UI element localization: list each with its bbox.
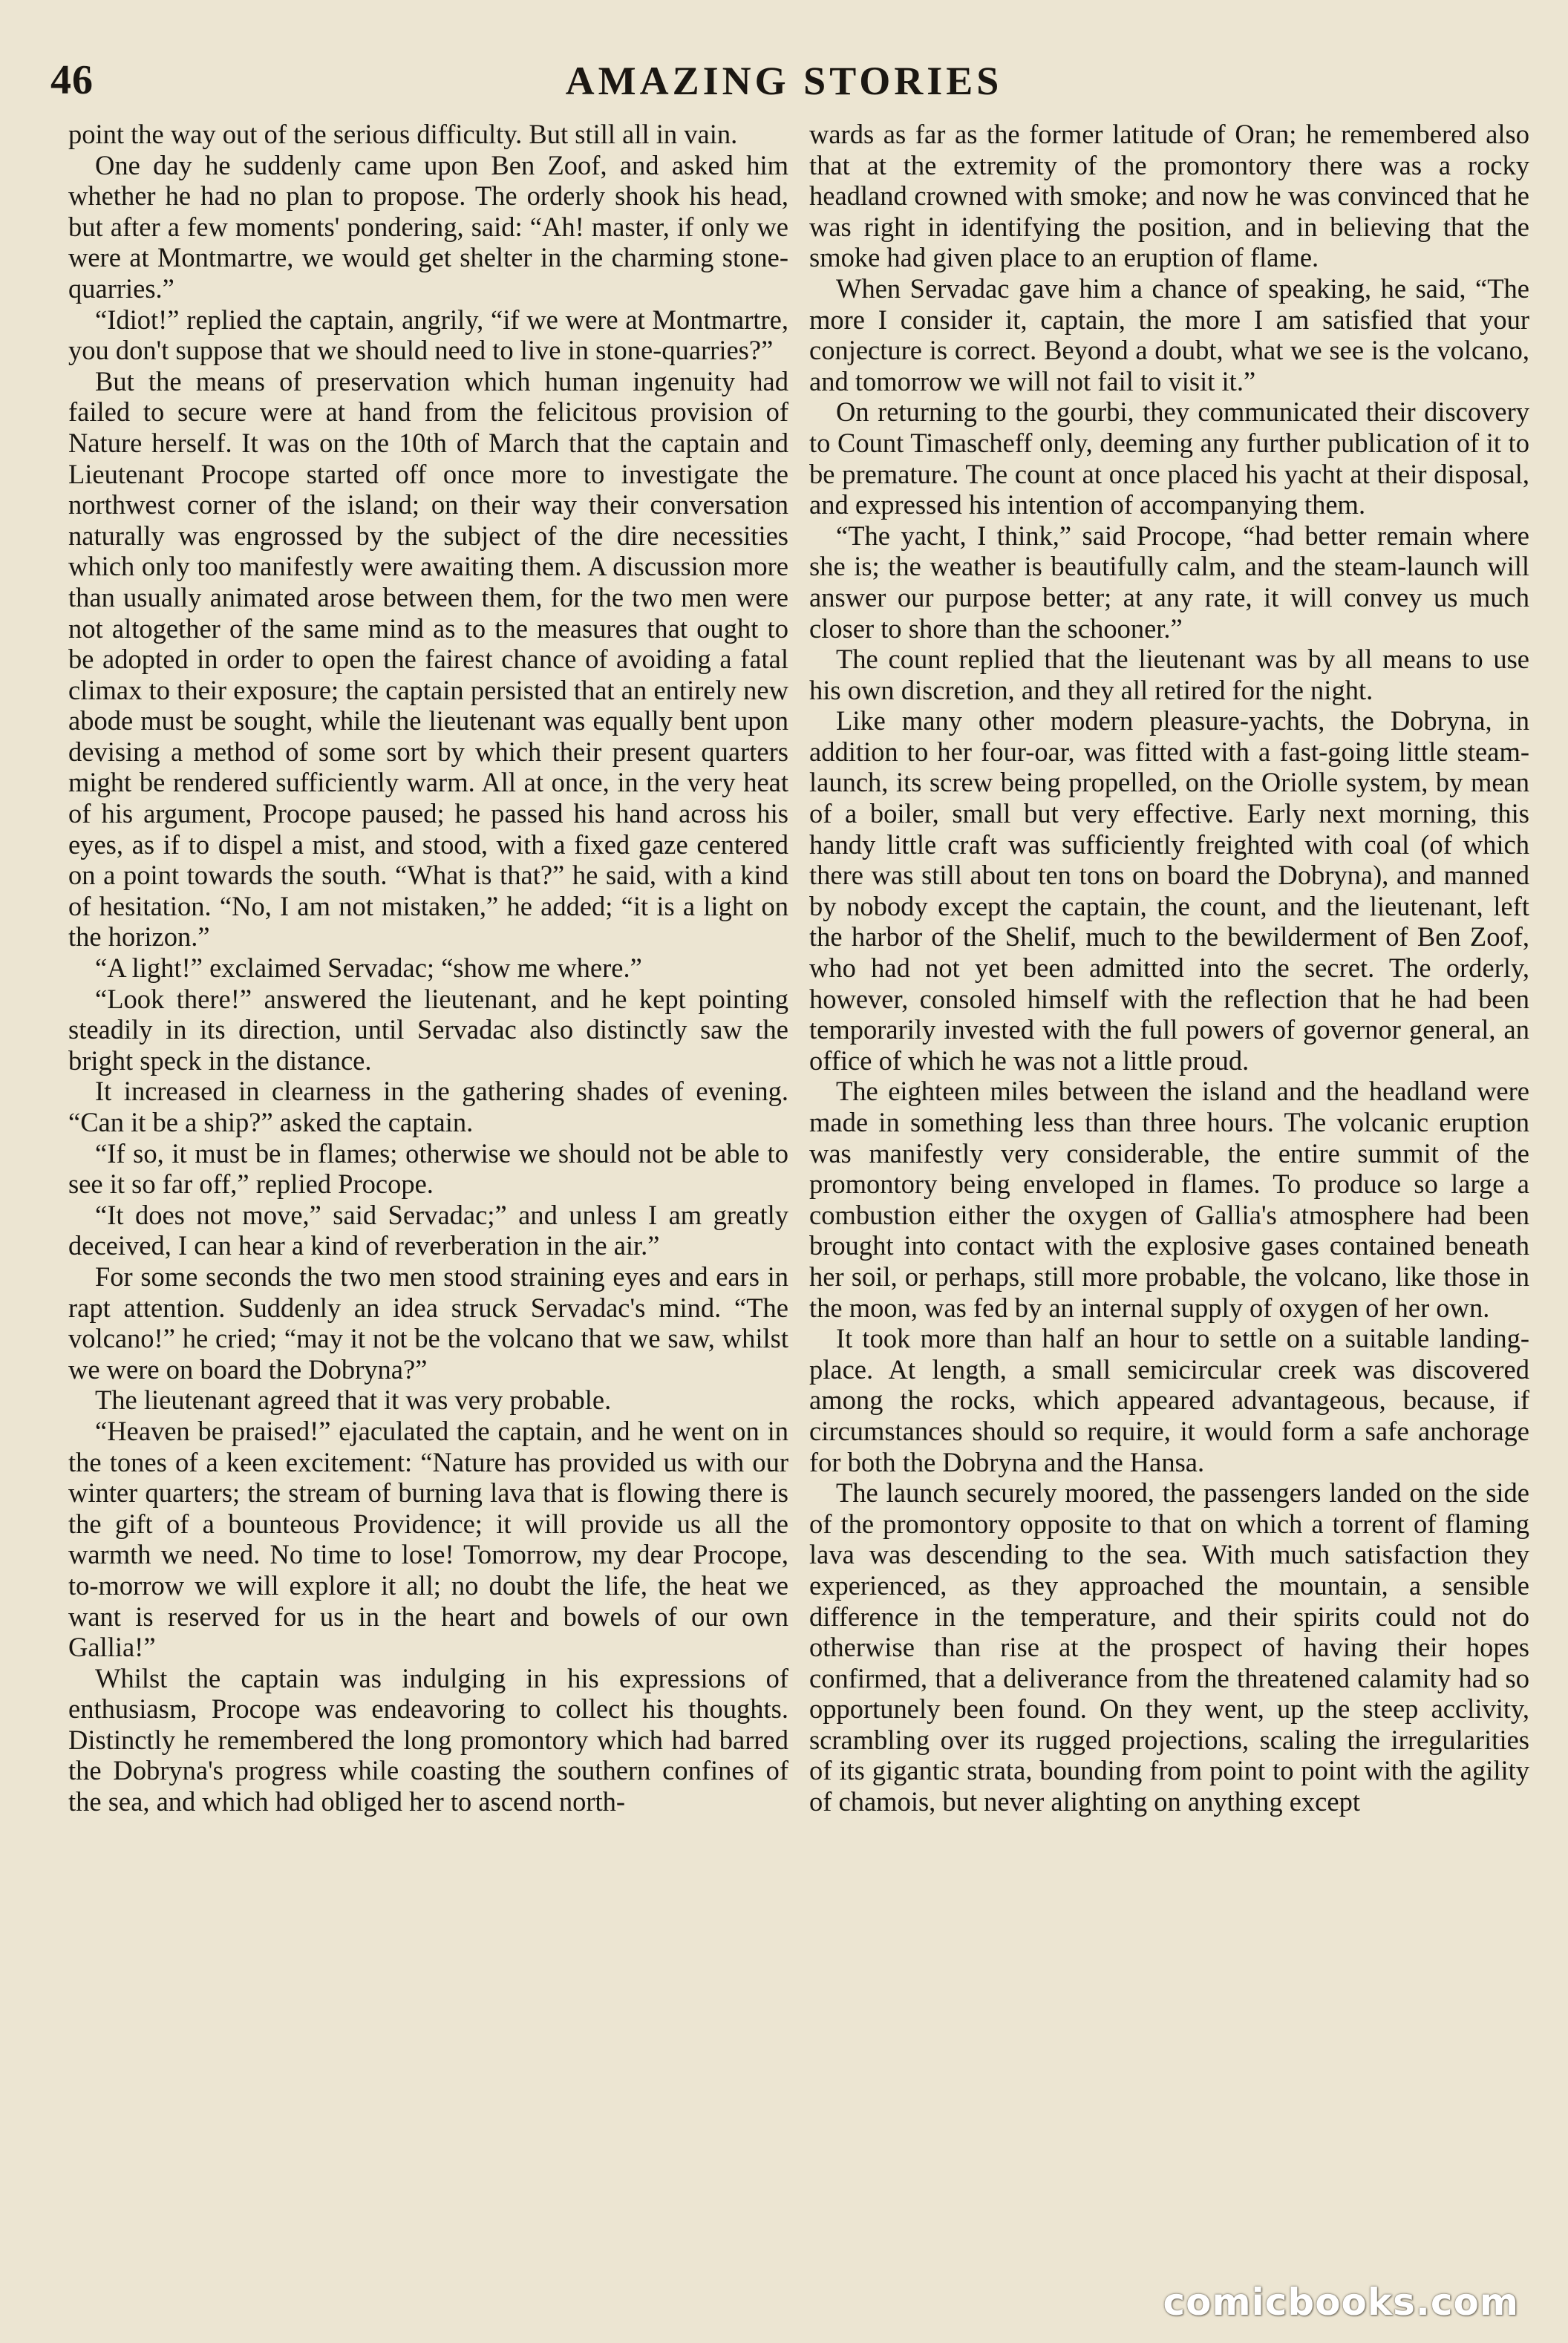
paragraph: wards as far as the former latitude of Oran; he remembered also that at the extremity of the promontory there was a rocky headland crowned with smoke; and now he was convinced that he was right in identifying the position, and in believing that the smoke had given place to an eruption of flame. <box>809 119 1529 273</box>
paragraph: “If so, it must be in flames; otherwise we should not be able to see it so far off,” replied Procope. <box>68 1137 788 1200</box>
paragraph: “It does not move,” said Servadac;” and unless I am greatly deceived, I can hear a kind of reverberation in the air.” <box>68 1199 788 1261</box>
page-number: 46 <box>50 57 94 103</box>
paragraph: “Look there!” answered the lieutenant, and he kept pointing steadily in its direction, until Servadac also distinctly saw the bright speck in the distance. <box>68 983 788 1076</box>
watermark: comicbooks.com <box>1163 2281 1519 2324</box>
paragraph: Like many other modern pleasure-yachts, the Dobryna, in addition to her four-oar, was fitted with a fast-going little steam-launch, its screw being propelled, on the Oriolle system, by mean of a boiler, small but very effective. Early next morning, this handy little craft was sufficiently freighted with coal (of which there was still about ten tons on board the Dobryna), and manned by nobody except the captain, the count, and the lieutenant, left the harbor of the Shelif, much to the bewilderment of Ben Zoof, who had not yet been admitted into the secret. The orderly, however, consoled himself with the reflection that he had been temporarily invested with the full powers of governor general, an office of which he was not a little proud. <box>809 705 1529 1076</box>
paragraph: It increased in clearness in the gathering shades of evening. “Can it be a ship?” asked the captain. <box>68 1076 788 1137</box>
running-head-title: AMAZING STORIES <box>565 59 1003 103</box>
paragraph: The launch securely moored, the passengers landed on the side of the promontory opposite to that on which a torrent of flaming lava was descending to the sea. With much satisfaction they experienced, as they approached the mountain, a sensible difference in the temperature, and their spirits could not do otherwise than rise at the prospect of having their hopes confirmed, that a deliverance from the threatened calamity had so opportunely been found. On they went, up the steep acclivity, scrambling over its rugged projections, scaling the irregularities of its gigantic strata, bounding from point to point with the agility of chamois, but never alighting on anything except <box>809 1477 1529 1817</box>
paragraph: The count replied that the lieutenant was by all means to use his own discretion, and they all retired for the night. <box>809 644 1529 705</box>
paragraph: “The yacht, I think,” said Procope, “had better remain where she is; the weather is beautifully calm, and the steam-launch will answer our purpose better; at any rate, it will convey us much closer to shore than the schooner.” <box>809 520 1529 644</box>
paragraph: Whilst the captain was indulging in his expressions of enthusiasm, Procope was endeavoring to collect his thoughts. Distinctly he remembered the long promontory which had barred the Dobryna's progress while coasting the southern confines of the sea, and which had obliged her to ascend north- <box>68 1662 788 1817</box>
paragraph: For some seconds the two men stood straining eyes and ears in rapt attention. Suddenly an idea struck Servadac's mind. “The volcano!” he cried; “may it not be the volcano that we saw, whilst we were on board the Dobryna?” <box>68 1261 788 1385</box>
paragraph: On returning to the gourbi, they communicated their discovery to Count Timascheff only, deeming any further publication of it to be premature. The count at once placed his yacht at their disposal, and expressed his intention of accompanying them. <box>809 396 1529 520</box>
paragraph: One day he suddenly came upon Ben Zoof, and asked him whether he had no plan to propose. The orderly shook his head, but after a few moments' pondering, said: “Ah! master, if only we were at Montmartre, we would get shelter in the charming stone-quarries.” <box>68 149 788 304</box>
paragraph: “Idiot!” replied the captain, angrily, “if we were at Montmartre, you don't suppose that we should need to live in stone-quarries?” <box>68 304 788 366</box>
paragraph: point the way out of the serious difficulty. But still all in vain. <box>68 119 738 149</box>
paragraph: The lieutenant agreed that it was very probable. <box>95 1385 612 1416</box>
paragraph: “Heaven be praised!” ejaculated the captain, and he went on in the tones of a keen excitement: “Nature has provided us with our winter quarters; the stream of burning lava that is flowing there is the gift of a bounteous Providence; it will provide us all the warmth we need. No time to lose! Tomorrow, my dear Procope, to-morrow we will explore it all; no doubt the life, the heat we want is reserved for us in the heart and bowels of our own Gallia!” <box>68 1415 788 1663</box>
paragraph: But the means of preservation which human ingenuity had failed to secure were at hand from the felicitous provision of Nature herself. It was on the 10th of March that the captain and Lieutenant Procope started off once more to investigate the northwest corner of the island; on their way their conversation naturally was engrossed by the subject of the dire necessities which only too manifestly were awaiting them. A discussion more than usually animated arose between them, for the two men were not altogether of the same mind as to the measures that ought to be adopted in order to open the fairest chance of avoiding a fatal climax to their exposure; the captain persisted that an entirely new abode must be sought, while the lieutenant was equally bent upon devising a method of some sort by which their present quarters might be rendered sufficiently warm. All at once, in the very heat of his argument, Procope paused; he passed his hand across his eyes, as if to dispel a mist, and stood, with a fixed gaze centered on a point towards the south. “What is that?” he said, with a kind of hesitation. “No, I am not mistaken,” he added; “it is a light on the horizon.” <box>68 365 788 952</box>
right-column <box>809 119 1529 1817</box>
paragraph: When Servadac gave him a chance of speaking, he said, “The more I consider it, captain, the more I am satisfied that your conjecture is correct. Beyond a doubt, what we see is the volcano, and tomorrow we will not fail to visit it.” <box>809 272 1529 396</box>
paragraph: The eighteen miles between the island and the headland were made in something less than three hours. The volcanic eruption was manifestly very considerable, the entire summit of the promontory being enveloped in flames. To produce so large a combustion either the oxygen of Gallia's atmosphere had been brought into contact with the explosive gases contained beneath her soil, or perhaps, still more probable, the volcano, like those in the moon, was fed by an internal supply of oxygen of her own. <box>809 1076 1529 1323</box>
paragraph: It took more than half an hour to settle on a suitable landing-place. At length, a small semicircular creek was discovered among the rocks, which appeared advantageous, because, if circumstances should so require, it would form a safe anchorage for both the Dobryna and the Hansa. <box>809 1323 1529 1477</box>
left-column <box>68 119 788 1817</box>
paragraph: “A light!” exclaimed Servadac; “show me where.” <box>95 952 642 984</box>
